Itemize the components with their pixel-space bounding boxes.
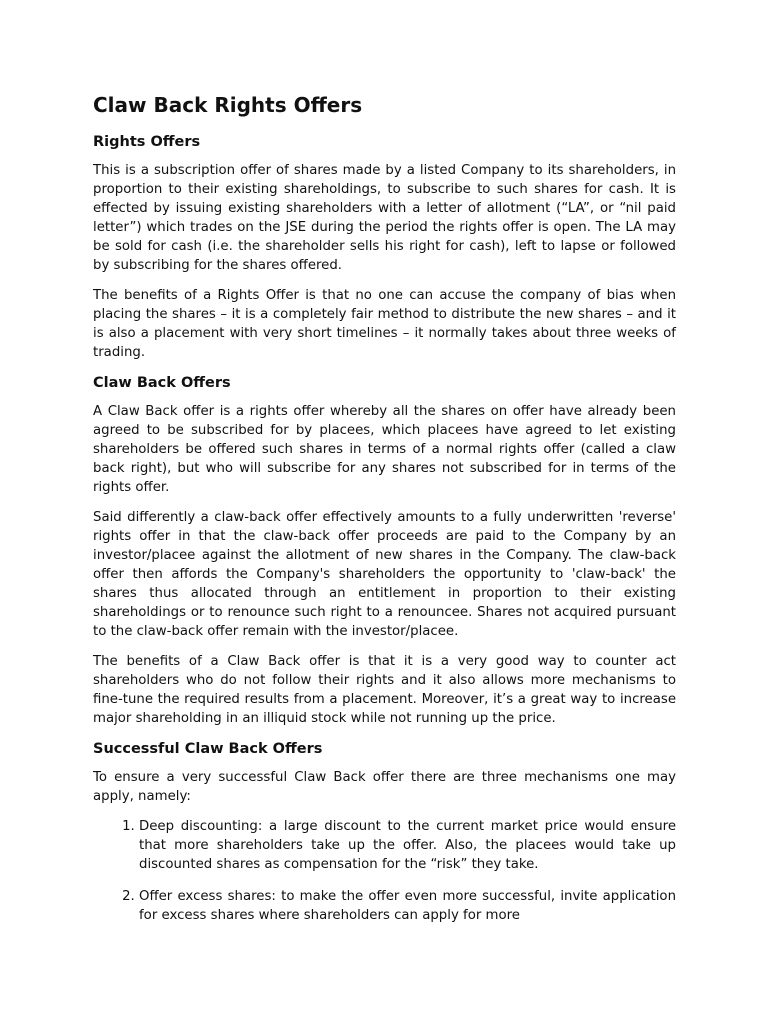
section-heading-rights-offers: Rights Offers [93, 134, 201, 150]
paragraph: This is a subscription offer of shares made by a listed Company to its shareholders, in proportion to their existing shareholdings, to subscribe to such shares for cash. It is effected by issuing existing shareholders with a letter of allotment (“LA”, or “nil paid letter”) which trades on the JSE during the period the rights offer is open. The LA may be sold for cash (i.e. the shareholder sells his right for cash), left to lapse or followed by subscribing for the shares offered. [93, 163, 676, 273]
paragraph: Said differently a claw-back offer effectively amounts to a fully underwritten 'reverse' rights offer in that the claw-back offer proceeds are paid to the Company by an investor/placee against the allotment of new shares in the Company. The claw-back offer then affords the Company's shareholders the opportunity to 'claw-back' the shares thus allocated through an entitlement in proportion to their existing shareholdings or to renounce such right to a renouncee. Shares not acquired pursuant to the claw-back offer remain with the investor/placee. [93, 510, 676, 639]
paragraph: The benefits of a Claw Back offer is that it is a very good way to counter act shareholders who do not follow their rights and it also allows more mechanisms to fine-tune the required results from a placement. Moreover, it’s a great way to increase major shareholding in an illiquid stock while not running up the price. [93, 654, 676, 726]
section-heading-successful-claw-back-offers: Successful Claw Back Offers [93, 741, 323, 757]
paragraph: To ensure a very successful Claw Back offer there are three mechanisms one may apply, namely: [93, 770, 676, 804]
list-item: 2. Offer excess shares: to make the offer even more successful, invite application for excess shares where shareholders can apply for more [139, 887, 676, 925]
paragraph: The benefits of a Rights Offer is that no one can accuse the company of bias when placing the shares – it is a completely fair method to distribute the new shares – and it is also a placement with very short timelines – it normally takes about three weeks of trading. [93, 288, 676, 360]
section-heading-claw-back-offers: Claw Back Offers [93, 375, 231, 391]
paragraph: A Claw Back offer is a rights offer whereby all the shares on offer have already been agreed to be subscribed for by placees, which placees have agreed to let existing shareholders be offered such shares in terms of a normal rights offer (called a claw back right), but who will subscribe for any shares not subscribed for in terms of the rights offer. [93, 404, 676, 495]
document-page [93, 92, 676, 938]
list-item: 1. Deep discounting: a large discount to the current market price would ensure that more shareholders take up the offer. Also, the placees would take up discounted shares as compensation for the “risk” they take. [139, 817, 676, 874]
mechanisms-list [93, 817, 676, 925]
document-title: Claw Back Rights Offers [93, 93, 363, 117]
